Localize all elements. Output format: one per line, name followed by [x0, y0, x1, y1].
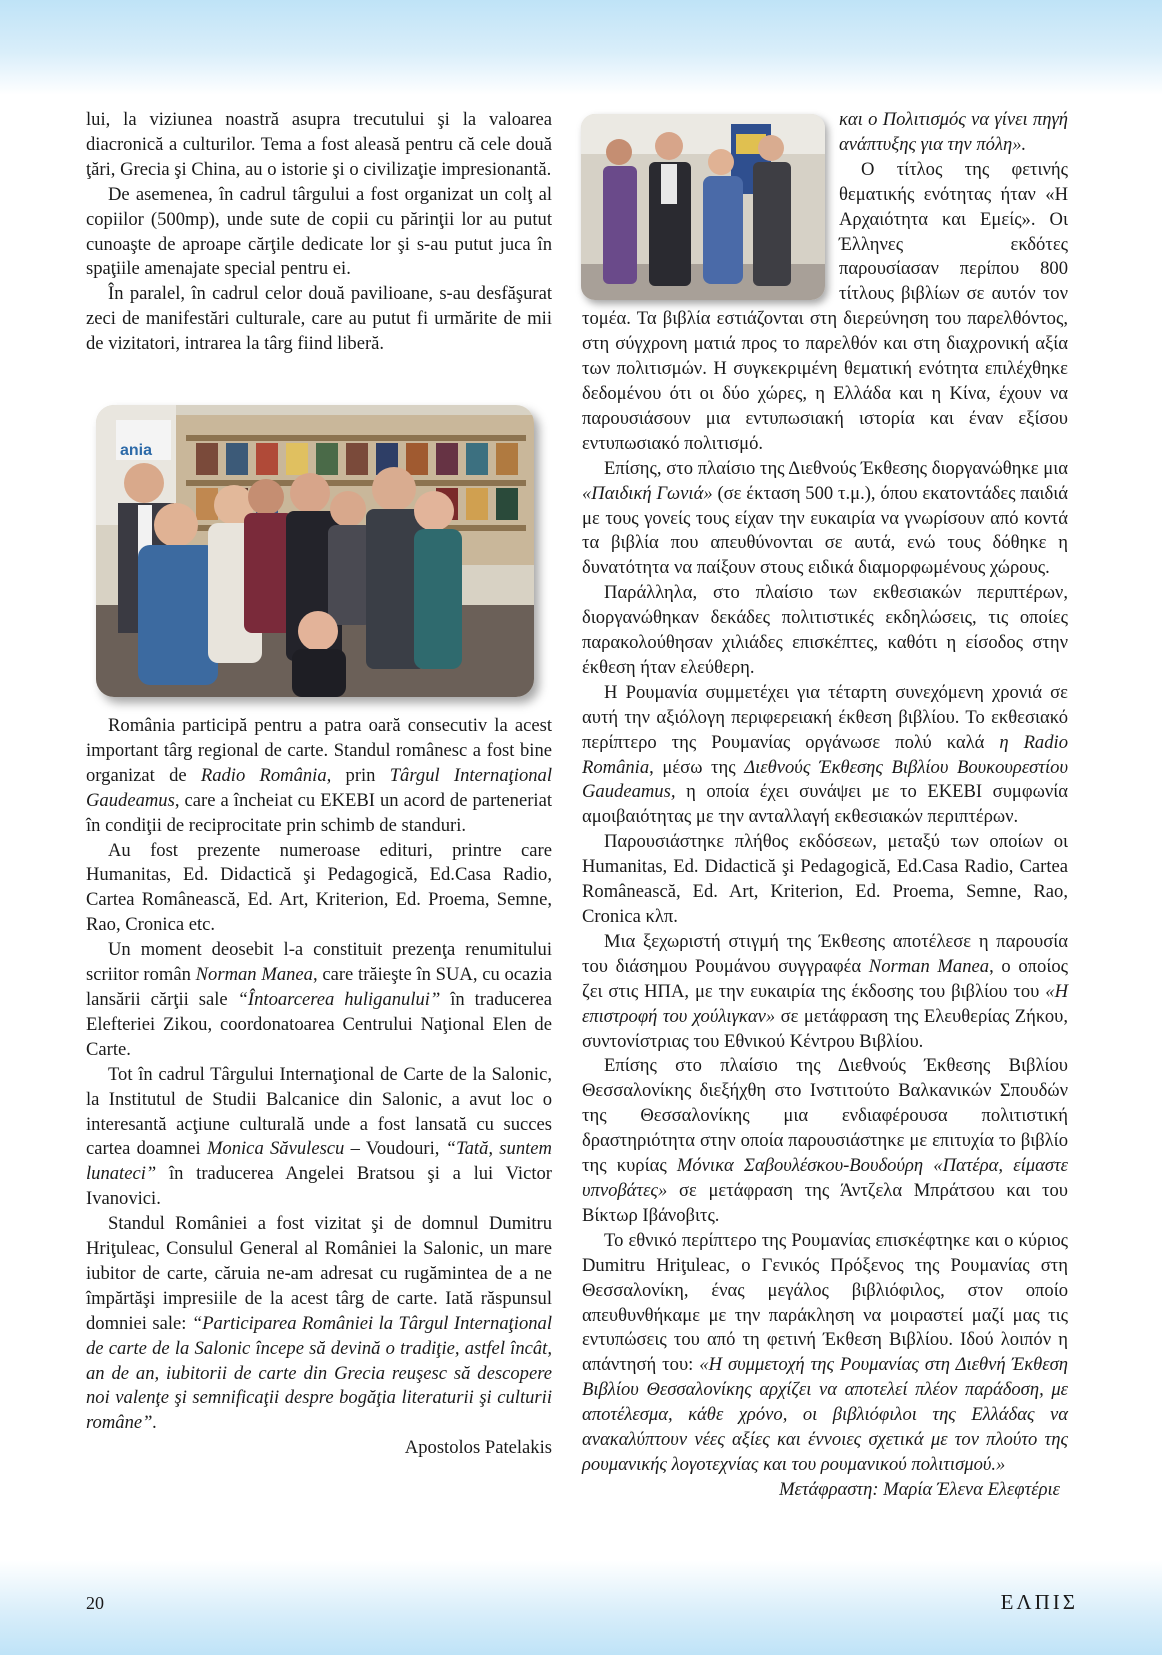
left-paragraph-2: De asemenea, în cadrul târgului a fost organizat un colţ al copiilor (500mp), unde sute de copii cu părinţii lor au putut cunoaşte de aproape cărţile dedicate lor şi s-au putut juca în spaţiile amenajate special pentru ei.	[86, 183, 552, 280]
right-paragraph-6: Παρουσιάστηκε πλήθος εκδόσεων, μεταξύ των οποίων οι Humanitas, Ed. Didactică şi Pedagogică, Ed.Casa Radio, Cartea Românească, Ed. Art, Kriterion, Ed. Proema, Semne, Rao, Cronica κλπ.	[582, 831, 1068, 927]
right-paragraph-2: Ο τίτλος της φετινής θεματικής ενότητας ήταν «Η Αρχαιότητα και Εμείς». Οι Έλληνες εκδότες παρουσίασαν περίπου 800 τίτλους βιβλίων σε αυτόν τον τομέα. Τα βιβλία εστιάζονται στη διερεύνηση του παρελθόντος, στη σύγχρονη ματιά προς το παρελθόν και στη διαχρονική αξία των πολιτισμών. Η συγκεκριμένη θεματική ενότητα επιλέχθηκε δεδομένου ότι οι δύο χώρες, η Ελλάδα και η Κίνα, έχουν να παρουσιάσουν μια εντυπωσιακή ιστορία και έναν εξίσου εντυπωσιακό πολιτισμό.	[582, 158, 1068, 454]
right-column-greek	[582, 108, 1068, 1503]
left-signature: Apostolos Patelakis	[404, 1437, 552, 1459]
left-paragraph-8: Standul României a fost vizitat şi de domnul Dumitru Hriţuleac, Consulul General al României la Salonic, un mare iubitor de carte, căruia ne-am adresat cu rugămintea de a ne împărtăşi impresiile de la acest târg de carte. Iată răspunsul domniei sale: “Participarea României la Târgul Internaţional de carte de la Salonic începe să devină o tradiţie, astfel încât, an de an, iubitorii de carte din Grecia reuşesc să descopere noi valenţe şi semnificaţii despre bogăţia literaturii şi culturii române”.	[86, 1213, 553, 1434]
right-paragraph-4: Παράλληλα, στο πλαίσιο των εκθεσιακών περιπτέρων, διοργανώθηκαν δεκάδες πολιτιστικές εκδηλώσεις, τις οποίες παρακολούθησαν χιλιάδες επισκέπτες, καθότι η είσοδος στην έκθεση ήταν ελεύθερη.	[582, 582, 1068, 678]
radio-romania-sign-text: ania	[120, 442, 153, 459]
bottom-gradient-band	[0, 1560, 1162, 1655]
left-paragraph-3: În paralel, în cadrul celor două pavilioane, s-au desfăşurat zeci de manifestări culturale, care au putut fi urmărite de mii de vizitatori, intrarea la târg fiind liberă.	[86, 283, 552, 355]
journal-name: ΕΛΠΙΣ	[1000, 1590, 1078, 1614]
left-paragraph-5: Au fost prezente numeroase edituri, printre care Humanitas, Ed. Didactică şi Pedagogică, Ed.Casa Radio, Cartea Românească, Ed. Art, Kriterion, Ed. Proema, Semne, Rao, Cronica etc.	[86, 839, 552, 936]
left-paragraph-7: Tot în cadrul Târgului Internaţional de Carte de la Salonic, la Institutul de Studii Balcanice din Salonic, a avut loc o interesantă acţiune culturală unde a fost lansată cu succes cartea doamnei Monica Săvulescu – Voudouri, “Tată, suntem lunateci” în traducerea Angelei Bratsou şi a lui Victor Ivanovici.	[86, 1063, 552, 1210]
left-paragraph-6: Un moment deosebit l-a constituit prezenţa renumitului scriitor român Norman Manea, care trăieşte în SUA, cu ocazia lansării cărţii sale “Întoarcerea huliganului” în traducerea Elefteriei Zikou, coordonatoarea Centrului Naţional Elen de Carte.	[86, 939, 553, 1060]
right-paragraph-8: Επίσης στο πλαίσιο της Διεθνούς Έκθεσης Βιβλίου Θεσσαλονίκης διεξήχθη στο Ινστιτούτο Βαλκανικών Σπουδών της Θεσσαλονίκης μια ενδιαφέρουσα πολιτιστική δραστηριότητα στην οποία παρουσιάστηκε με επιτυχία το βιβλίο της κυρίας Μόνικα Σαβουλέσκου-Βουδούρη «Πατέρα, είμαστε υπνοβάτες» σε μετάφραση της Άντζελα Μπράτσου και του Βίκτωρ Ιβάνοβιτς.	[582, 1055, 1068, 1226]
page-number: 20	[86, 1593, 104, 1613]
left-paragraph-1: lui, la viziunea noastră asupra trecutului şi la valoarea diacronică a culturilor. Tema a fost aleasă pentru că cele două ţări, Grecia şi China, au o istorie şi o civilizaţie impresionantă.	[86, 109, 552, 180]
right-paragraph-1: και ο Πολιτισμός να γίνει πηγή ανάπτυξης για την πόλη».	[839, 109, 1068, 155]
left-lower-text	[86, 714, 552, 1461]
right-signature: Μετάφραστη: Μαρία Έλενα Ελεφτέριε	[779, 1478, 1060, 1500]
photo-four-people	[581, 114, 825, 300]
group-photo-book-stand	[96, 405, 534, 697]
left-paragraph-4: România participă pentru a patra oară consecutiv la acest important târg regional de carte. Standul românesc a fost bine organizat de Radio România, prin Târgul Internaţional Gaudeamus, care a încheiat cu EKEBI un acord de parteneriat în condiţii de reciprocitate prin schimb de standuri.	[86, 715, 553, 836]
right-paragraph-9: Το εθνικό περίπτερο της Ρουμανίας επισκέφτηκε και ο κύριος Dumitru Hriţuleac, ο Γενικός Πρόξενος της Ρουμανίας στη Θεσσαλονίκη, ένας μεγάλος βιβλιόφιλος, στον οποίο απευθυνθήκαμε με την παράκληση να μοιραστεί μαζί μας τις εντυπώσεις του από τη φετινή Έκθεση Βιβλίου. Ιδού λοιπόν η απάντησή του: «Η συμμετοχή της Ρουμανίας στη Διεθνή Έκθεση Βιβλίου Θεσσαλονίκης αρχίζει να αποτελεί πλέον παράδοση, με αποτέλεσμα, κάθε χρόνο, οι βιβλιόφιλοι της Ελλάδας να ανακαλύπτουν νέες αξίες και έννοιες σχετικά με τον πλούτο της ρουμανικής λογοτεχνίας και του ρουμανικού πολιτισμού.»	[582, 1229, 1068, 1475]
right-paragraph-3: Επίσης, στο πλαίσιο της Διεθνούς Έκθεσης διοργανώθηκε μια «Παιδική Γωνιά» (σε έκταση 500 τ.μ.), όπου εκατοντάδες παιδιά με τους γονείς τους είχαν την ευκαιρία να γνωρίσουν από κοντά τα βιβλία που απευθύνονται σε αυτά, ενώ τους δόθηκε η δυνατότητα να παίξουν στους ειδικά διαμορφωμένους χώρους.	[582, 457, 1068, 579]
right-paragraph-5: Η Ρουμανία συμμετέχει για τέταρτη συνεχόμενη χρονιά σε αυτή την αξιόλογη περιφερειακή έκθεση βιβλίου. Το εκθεσιακό περίπτερο της Ρουμανίας οργάνωσε πολύ καλά η Radio România, μέσω της Διεθνούς Έκθεσης Βιβλίου Βουκουρεστίου Gaudeamus, η οποία έχει συνάψει με το EKEBI συμφωνία αμοιβαιότητας με την ανταλλαγή εκθεσιακών περιπτέρων.	[582, 681, 1068, 828]
right-paragraph-7: Μια ξεχωριστή στιγμή της Έκθεσης αποτέλεσε η παρουσία του διάσημου Ρουμάνου συγγραφέα Norman Manea, ο οποίος ζει στις ΗΠΑ, με την ευκαιρία της έκδοσης του βιβλίου του «Η επιστροφή του χούλιγκαν» σε μετάφραση της Ελευθερίας Ζήκου, συντονίστριας του Εθνικού Κέντρου Βιβλίου.	[582, 930, 1068, 1052]
top-gradient-band	[0, 0, 1162, 95]
